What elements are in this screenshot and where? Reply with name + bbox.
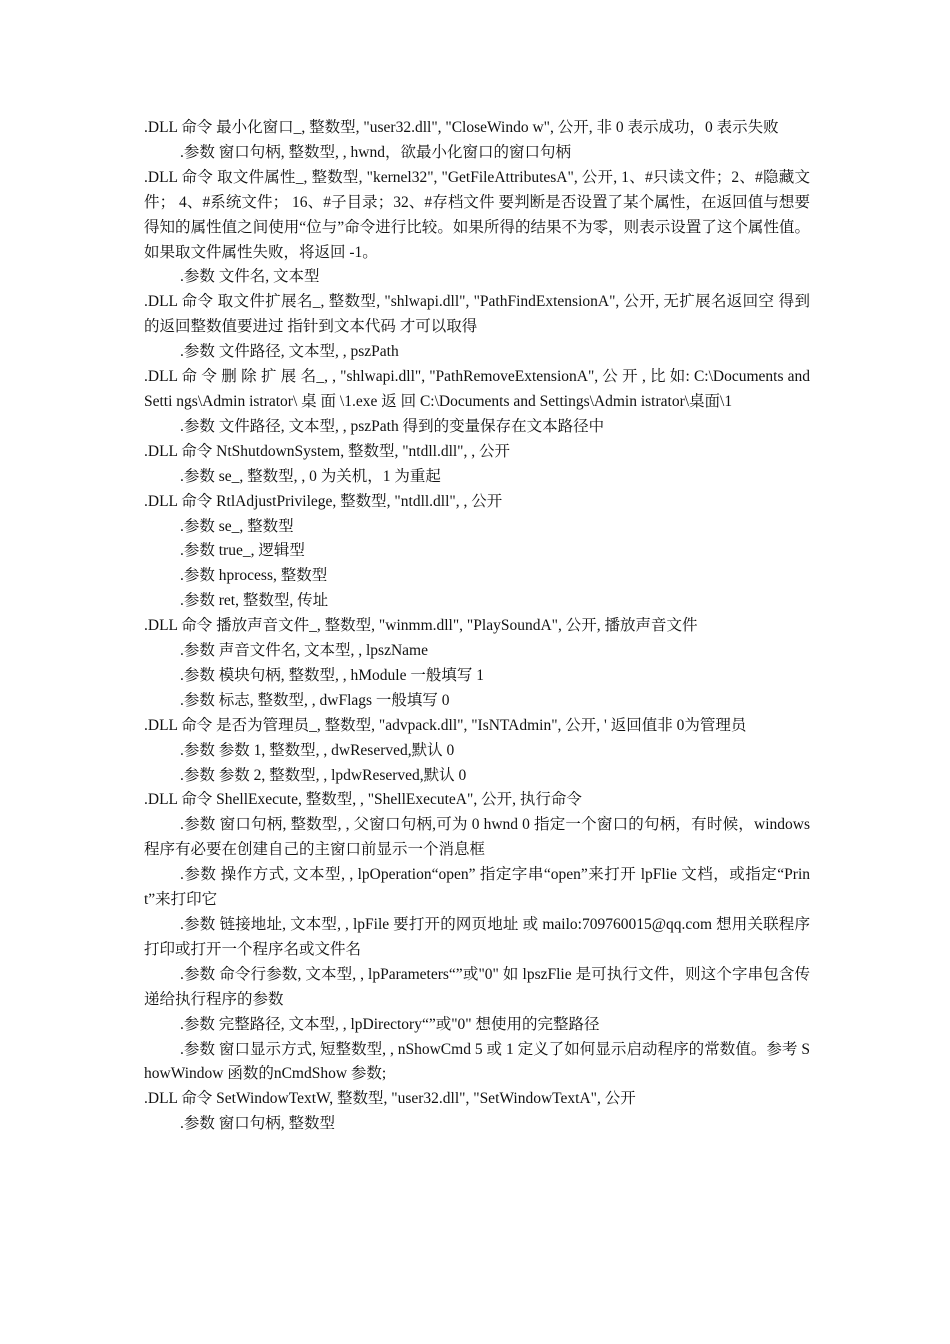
parameter-line: .参数 窗口显示方式, 短整数型, , nShowCmd 5 或 1 定义了如何显示启动程序的常数值。参考 ShowWindow 函数的nCmdShow 参数; [144,1040,810,1083]
parameter-line: .参数 窗口句柄, 整数型, , hwnd，欲最小化窗口的窗口句柄 [180,143,571,161]
parameter-line: .参数 se_, 整数型, , 0 为关机，1 为重起 [180,467,441,485]
document-body [144,116,810,1137]
parameter-line: .参数 链接地址, 文本型, , lpFile 要打开的网页地址 或 mailo:709760015@qq.com 想用关联程序打印或打开一个程序名或文件名 [144,916,810,958]
parameter-line: .参数 文件路径, 文本型, , pszPath [180,343,399,361]
dll-command-line: .DLL 命令 ShellExecute, 整数型, , "ShellExecuteA", 公开, 执行命令 [144,791,582,809]
parameter-line: .参数 操作方式, 文本型, , lpOperation“open” 指定字串“open”来打开 lpFlie 文档，或指定“Print”来打印它 [144,866,810,909]
dll-command-line: .DLL 命令 取文件扩展名_, 整数型, "shlwapi.dll", "PathFindExtensionA", 公开, 无扩展名返回空 得到的返回整数值要进过 指针到文本代码 才可以取得 [144,293,810,336]
parameter-line: .参数 文件名, 文本型 [180,268,320,286]
dll-command-line: .DLL 命令 SetWindowTextW, 整数型, "user32.dll", "SetWindowTextA", 公开 [144,1090,636,1108]
parameter-line: .参数 ret, 整数型, 传址 [180,592,329,610]
parameter-line: .参数 se_, 整数型 [180,517,294,535]
parameter-line: .参数 true_, 逻辑型 [180,542,305,560]
parameter-line: .参数 hprocess, 整数型 [180,567,328,585]
parameter-line: .参数 窗口句柄, 整数型 [180,1115,336,1133]
dll-command-line: .DLL 命令 播放声音文件_, 整数型, "winmm.dll", "PlaySoundA", 公开, 播放声音文件 [144,617,698,635]
dll-command-line: .DLL 命令 RtlAdjustPrivilege, 整数型, "ntdll.dll", , 公开 [144,492,503,510]
parameter-line: .参数 标志, 整数型, , dwFlags 一般填写 0 [180,691,450,709]
parameter-line: .参数 窗口句柄, 整数型, , 父窗口句柄,可为 0 hwnd 0 指定一个窗口的句柄，有时候，windows 程序有必要在创建自己的主窗口前显示一个消息框 [144,816,810,859]
dll-command-line: .DLL 命令 是否为管理员_, 整数型, "advpack.dll", "IsNTAdmin", 公开, ' 返回值非 0为管理员 [144,716,747,734]
parameter-line: .参数 完整路径, 文本型, , lpDirectory“”或"0" 想使用的完整路径 [180,1015,600,1033]
parameter-line: .参数 模块句柄, 整数型, , hModule 一般填写 1 [180,666,484,684]
dll-command-line: .DLL 命令 NtShutdownSystem, 整数型, "ntdll.dll", , 公开 [144,442,511,460]
parameter-line: .参数 声音文件名, 文本型, , lpszName [180,642,428,660]
parameter-line: .参数 参数 2, 整数型, , lpdwReserved,默认 0 [180,766,467,784]
dll-command-line: .DLL 命令 取文件属性_, 整数型, "kernel32", "GetFileAttributesA", 公开, 1、#只读文件；2、#隐藏文件； 4、#系统文件； 16、#子目录；32、#存档文件 要判断是否设置了某个属性，在返回值与想要得知的属性值之间使用“位与”命令进行比较。如果所得的结果不为零，则表示设置了这个属性值。如果取文件属性失败，将返回 -1。 [144,168,810,261]
parameter-line: .参数 文件路径, 文本型, , pszPath 得到的变量保存在文本路径中 [180,417,605,435]
dll-command-line: .DLL 命 令 删 除 扩 展 名_, , "shlwapi.dll", "PathRemoveExtensionA", 公 开 , 比 如: C:\Documents and Setti ngs\Admin istrator\ 桌 面 \1.exe 返 回 C:\Documents and Settings\Admin istrator\桌面\1 [144,368,810,410]
dll-command-line: .DLL 命令 最小化窗口_, 整数型, "user32.dll", "CloseWindo w", 公开, 非 0 表示成功，0 表示失败 [144,119,779,136]
parameter-line: .参数 命令行参数, 文本型, , lpParameters“”或"0" 如 lpszFlie 是可执行文件，则这个字串包含传递给执行程序的参数 [144,965,810,1008]
parameter-line: .参数 参数 1, 整数型, , dwReserved,默认 0 [180,741,455,759]
